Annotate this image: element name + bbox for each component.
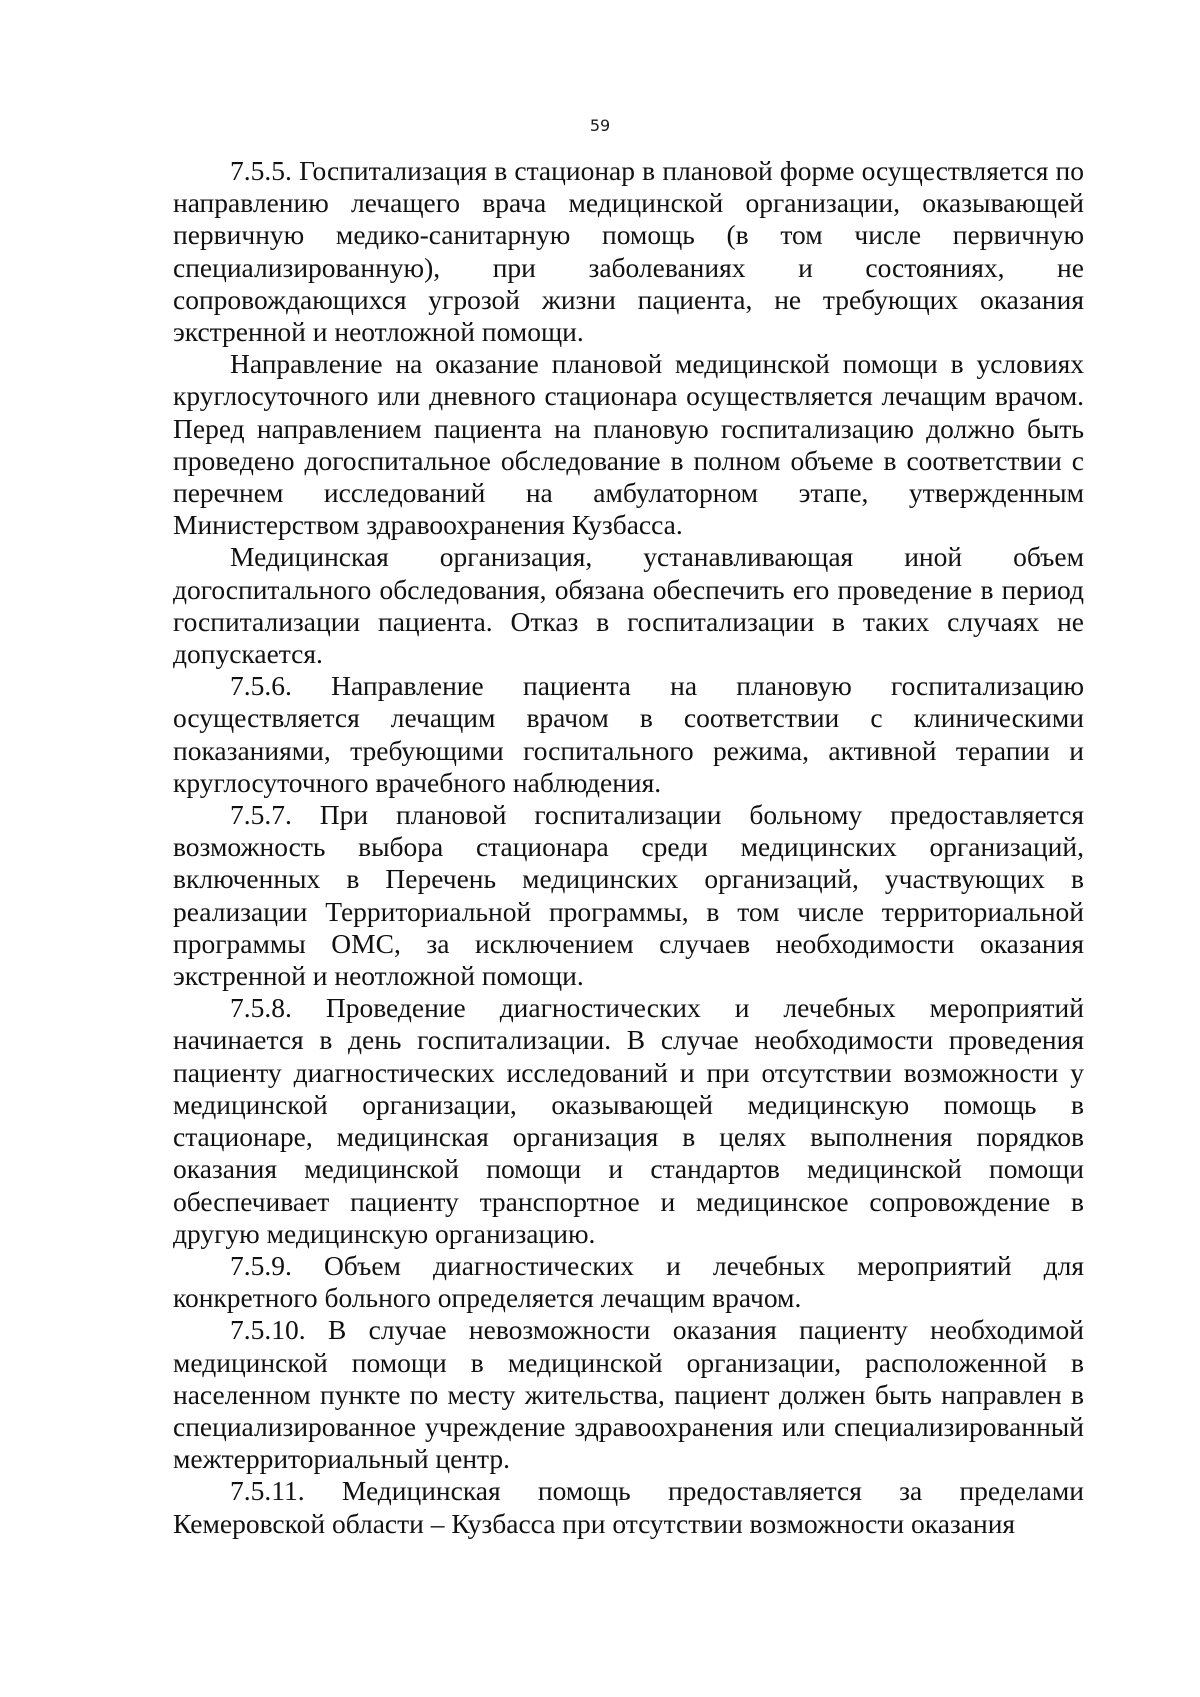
paragraph-referral-planned-care: Направление на оказание плановой медицинской помощи в условиях круглосуточного или дневного стационара осуществляется лечащим врачом. Перед направлением пациента на плановую госпитализацию должно быть проведено догоспитальное обследование в полном объеме в соответствии с перечнем исследований на амбулаторном этапе, утвержденным Министерством здравоохранения Кузбасса. [173, 348, 1084, 541]
paragraph-7-5-5: 7.5.5. Госпитализация в стационар в плановой форме осуществляется по направлению лечащего врача медицинской организации, оказывающей первичную медико-санитарную помощь (в том числе первичную специализированную), при заболеваниях и состояниях, не сопровождающихся угрозой жизни пациента, не требующих оказания экстренной и неотложной помощи. [173, 155, 1084, 348]
paragraph-7-5-7: 7.5.7. При плановой госпитализации больному предоставляется возможность выбора стационара среди медицинских организаций, включенных в Перечень медицинских организаций, участвующих в реализации Территориальной программы, в том числе территориальной программы ОМС, за исключением случаев необходимости оказания экстренной и неотложной помощи. [173, 799, 1084, 992]
paragraph-7-5-6: 7.5.6. Направление пациента на плановую госпитализацию осуществляется лечащим врачом в соответствии с клиническими показаниями, требующими госпитального режима, активной терапии и круглосуточного врачебного наблюдения. [173, 670, 1084, 798]
document-body [173, 155, 1084, 1540]
paragraph-7-5-9: 7.5.9. Объем диагностических и лечебных мероприятий для конкретного больного определяется лечащим врачом. [173, 1249, 1084, 1314]
paragraph-7-5-11: 7.5.11. Медицинская помощь предоставляется за пределами Кемеровской области – Кузбасса при отсутствии возможности оказания [173, 1475, 1084, 1539]
page-number: 59 [589, 116, 611, 135]
paragraph-pre-hospital-examination: Медицинская организация, устанавливающая иной объем догоспитального обследования, обязана обеспечить его проведение в период госпитализации пациента. Отказ в госпитализации в таких случаях не допускается. [173, 541, 1084, 670]
paragraph-7-5-8: 7.5.8. Проведение диагностических и лечебных мероприятий начинается в день госпитализации. В случае необходимости проведения пациенту диагностических исследований и при отсутствии возможности у медицинской организации, оказывающей медицинскую помощь в стационаре, медицинская организация в целях выполнения порядков оказания медицинской помощи и стандартов медицинской помощи обеспечивает пациенту транспортное и медицинское сопровождение в другую медицинскую организацию. [173, 992, 1084, 1249]
paragraph-7-5-10: 7.5.10. В случае невозможности оказания пациенту необходимой медицинской помощи в медицинской организации, расположенной в населенном пункте по месту жительства, пациент должен быть направлен в специализированное учреждение здравоохранения или специализированный межтерриториальный центр. [173, 1314, 1084, 1475]
